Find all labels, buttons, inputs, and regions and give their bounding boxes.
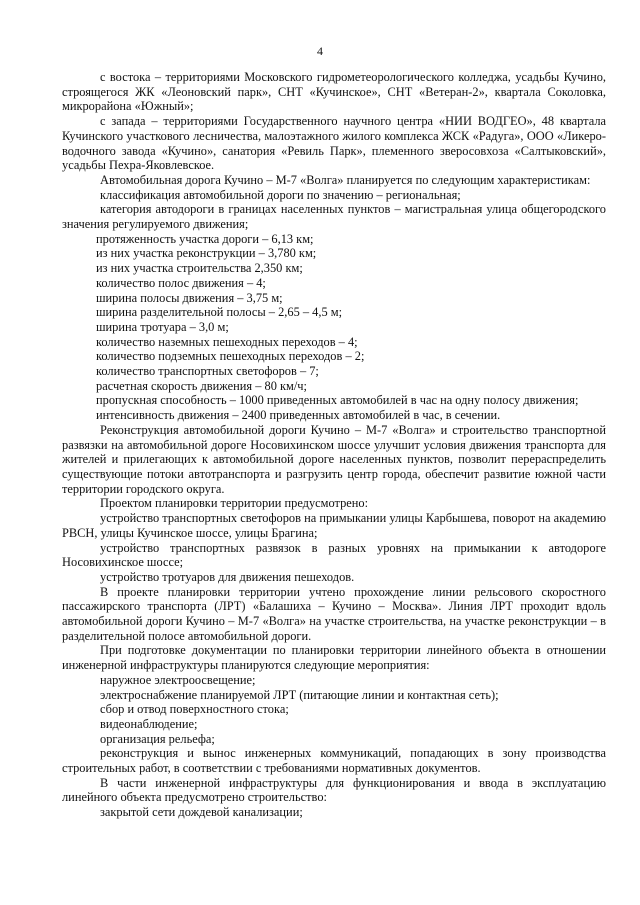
page-number: 4: [317, 44, 323, 58]
paragraph: реконструкция и вынос инженерных коммуникаций, попадающих в зону производства строительных работ, в соответствии с требованиями нормативных документов.: [62, 746, 606, 776]
document-body: [62, 70, 606, 820]
paragraph: Реконструкция автомобильной дороги Кучино – М-7 «Волга» и строительство транспортной развязки на автомобильной дороге Носовихинском шоссе улучшит условия движения транспорта для жителей и прилегающих к автомобильной дороге населенных пунктов, позволит перераспределить существующие потоки автотранспорта и разгрузить центр города, обеспечит развитие южной части территории городского округа.: [62, 422, 606, 496]
paragraph: видеонаблюдение;: [100, 716, 198, 731]
paragraph: количество наземных пешеходных переходов – 4;: [96, 334, 358, 349]
paragraph: ширина полосы движения – 3,75 м;: [96, 290, 283, 305]
paragraph: электроснабжение планируемой ЛРТ (питающие линии и контактная сеть);: [100, 687, 499, 702]
paragraph: В проекте планировки территории учтено прохождение линии рельсового скоростного пассажирского транспорта (ЛРТ) «Балашиха – Кучино – Москва». Линия ЛРТ проходит вдоль автомобильной дороги Кучино – М-7 «Волга» на участке строительства, на участке реконструкции – в разделительной полосе автомобильной дороги.: [62, 584, 606, 643]
paragraph: интенсивность движения – 2400 приведенных автомобилей в час, в сечении.: [96, 408, 501, 423]
paragraph: наружное электроосвещение;: [100, 672, 256, 687]
paragraph: классификация автомобильной дороги по значению – региональная;: [100, 187, 461, 202]
paragraph: устройство транспортных светофоров на примыкании улицы Карбышева, поворот на академию РВСН, улицы Кучинское шоссе, улицы Брагина;: [62, 511, 606, 540]
paragraph: из них участка реконструкции – 3,780 км;: [96, 246, 317, 261]
paragraph: количество полос движения – 4;: [96, 275, 266, 290]
paragraph: с запада – территориями Государственного научного центра «НИИ ВОДГЕО», 48 квартала Кучинского участкового лесничества, малоэтажного жилого комплекса ЖСК «Радуга», ООО «Ликеро-водочного завода «Кучино», санатория «Ревиль Парк», племенного зверосовхоза «Салтыковский», усадьбы Пехра-Яковлевское.: [62, 114, 606, 173]
paragraph: ширина тротуара – 3,0 м;: [96, 319, 229, 334]
paragraph: протяженность участка дороги – 6,13 км;: [96, 231, 314, 246]
paragraph: из них участка строительства 2,350 км;: [96, 261, 303, 276]
paragraph: сбор и отвод поверхностного стока;: [100, 702, 289, 717]
paragraph: Проектом планировки территории предусмотрено:: [100, 496, 369, 511]
paragraph: организация рельефа;: [100, 731, 215, 746]
paragraph: с востока – территориями Московского гидрометеорологического колледжа, усадьбы Кучино, строящегося ЖК «Леоновский парк», СНТ «Кучинское», СНТ «Ветеран-2», квартала Соколовка, микрорайона «Южный»;: [62, 70, 606, 114]
paragraph: Автомобильная дорога Кучино – М-7 «Волга» планируется по следующим характеристикам:: [100, 172, 591, 187]
paragraph: ширина разделительной полосы – 2,65 – 4,5 м;: [96, 305, 343, 320]
paragraph: При подготовке документации по планировки территории линейного объекта в отношении инженерной инфраструктуры планируются следующие мероприятия:: [62, 643, 606, 673]
paragraph: категория автодороги в границах населенных пунктов – магистральная улица общегородского значения регулируемого движения;: [62, 202, 606, 232]
paragraph: устройство тротуаров для движения пешеходов.: [100, 569, 355, 584]
paragraph: количество транспортных светофоров – 7;: [96, 364, 319, 379]
paragraph: расчетная скорость движения – 80 км/ч;: [96, 378, 307, 393]
paragraph: количество подземных пешеходных переходов – 2;: [96, 349, 365, 364]
paragraph: закрытой сети дождевой канализации;: [100, 805, 303, 820]
paragraph: В части инженерной инфраструктуры для функционирования и ввода в эксплуатацию линейного объекта предусмотрено строительство:: [62, 775, 606, 805]
paragraph: пропускная способность – 1000 приведенных автомобилей в час на одну полосу движения;: [96, 393, 579, 408]
paragraph: устройство транспортных развязок в разных уровнях на примыкании к автодороге Носовихинское шоссе;: [62, 540, 606, 570]
